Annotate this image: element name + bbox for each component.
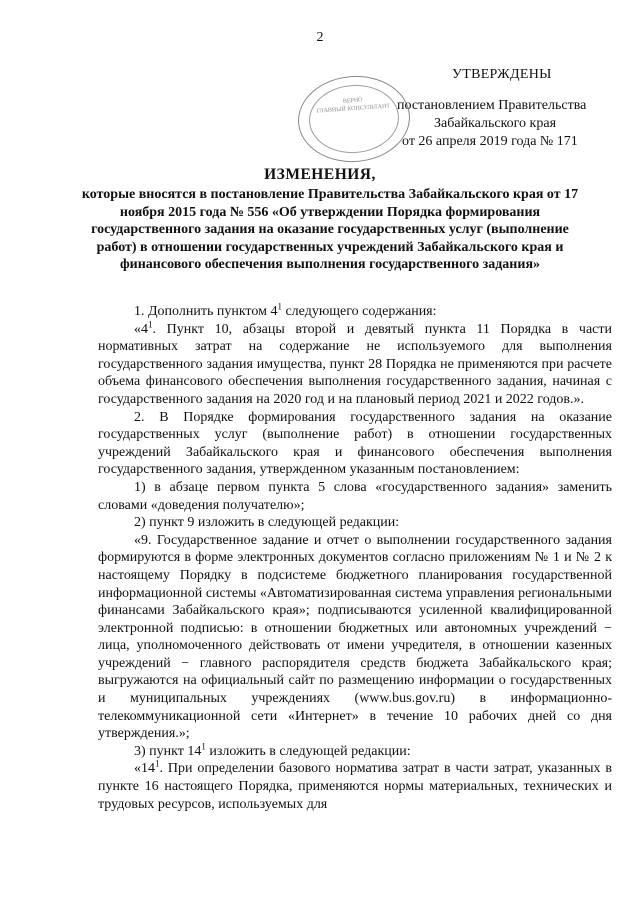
paragraph-8-text-a: «14 [134,761,155,777]
paragraph-1-sup: 1 [277,301,282,312]
paragraph-1-text-b: следующего содержания: [281,304,437,319]
paragraph-6: «9. Государственное задание и отчет о выполнении государственного задания формируются в форме электронных документов согласно приложениям № 1 и № 2 к настоящему Порядку в подсистеме бюджетного планирования государственной информационной системы «Автоматизированная система управления региональными финансами Забайкальского края»; подписываются усиленной квалифицированной электронной подписью: в отношении бюджетных или автономных учреждений − лица, уполномоченного действовать от имени учредителя, в отношении казенных учреждений − главного распорядителя средств бюджета Забайкальского края; выгружаются на официальный сайт по размещению информации о государственных и муниципальных учреждениях (www.bus.gov.ru) в информационно-телекоммуникационной сети «Интернет» в течение 10 рабочих дней со дня утверждения.»; [98,532,612,742]
paragraph-2-sup: 1 [148,318,153,329]
document-subtitle: которые вносятся в постановление Правительства Забайкальского края от 17 ноября 2015 года № 556 «Об утверждении Порядка формирования государственного задания на оказание государственных услуг (выполнение работ) в отношении государственных учреждений Забайкальского края и финансового обеспечения выполнения государственного задания» [81,187,579,272]
paragraph-5: 2) пункт 9 изложить в следующей редакции: [134,515,400,531]
paragraph-4: 1) в абзаце первом пункта 5 слова «государственного задания» заменить словами «доведения получателю»; [98,479,612,513]
paragraph-1 [98,303,612,321]
approval-title: УТВЕРЖДЕНЫ [452,67,552,82]
paragraph-3: 2. В Порядке формирования государственного задания на оказание государственных услуг (выполнение работ) в отношении государственных учреждений Забайкальского края и финансового обеспечения выполнения государственного задания, утвержденном указанным постановлением: [98,409,612,478]
paragraph-8-text-b: . При определении базового норматива затрат в части затрат, указанных в пункте 16 настоящего Порядка, применяются нормы материальных, технических и трудовых ресурсов, используемых для [98,761,612,812]
paragraph-7 [98,743,612,761]
paragraph-8-sup: 1 [155,758,160,769]
approval-line-3: от 26 апреля 2019 года № 171 [402,134,578,149]
stamp-text-1: ВЕРНО [342,97,363,105]
document-title: ИЗМЕНЕНИЯ, [264,166,376,183]
stamp-text-2: ГЛАВНЫЙ КОНСУЛЬТАНТ [316,103,391,115]
document-body [98,303,612,813]
paragraph-7-text-b: изложить в следующей редакции: [205,743,411,759]
paragraph-2-text-a: «4 [134,321,148,337]
stamp-inner-ring [307,82,402,156]
paragraph-1-text-a: 1. Дополнить пунктом 4 [134,304,278,319]
approval-line-2: Забайкальского края [434,116,557,131]
paragraph-7-text-a: 3) пункт 14 [134,743,202,759]
paragraph-7-sup: 1 [201,741,206,752]
paragraph-2-text-b: . Пункт 10, абзацы второй и девятый пункта 11 Порядка в части нормативных затрат на содержание не используемого для выполнения государственного задания имущества, пункт 28 Порядка не применяются при расчете объема финансового обеспечения выполнения государственного задания, начиная с государственного задания на 2020 год и на плановый период 2021 и 2022 годов.». [98,321,612,407]
official-stamp [295,72,413,166]
paragraph-8 [98,760,612,813]
approval-line-1: постановлением Правительства [397,98,587,113]
page-number: 2 [316,30,324,45]
paragraph-2 [98,318,612,409]
